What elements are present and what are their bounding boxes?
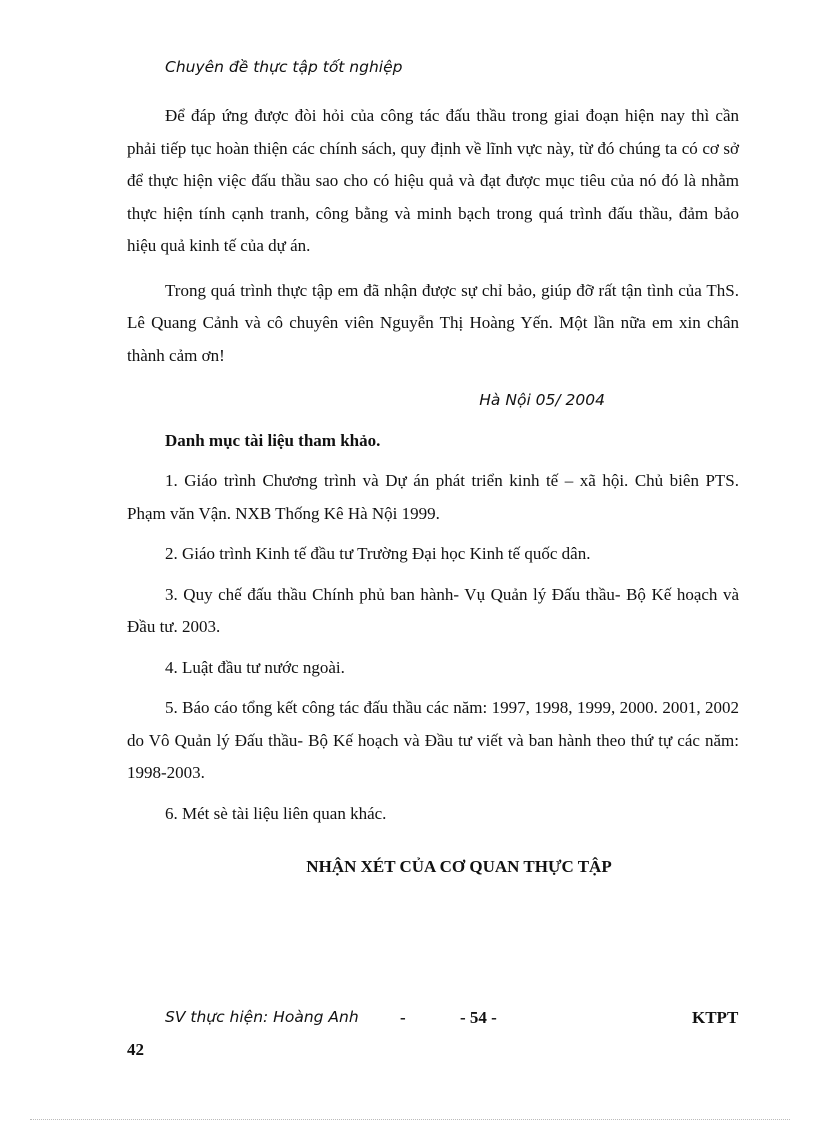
reference-item: 3. Quy chế đấu thầu Chính phủ ban hành- Vụ Quản lý Đấu thầu- Bộ Kế hoạch và Đầu tư. 2003. (127, 584, 739, 636)
body-text (127, 100, 739, 838)
page-bottom-border (30, 1119, 790, 1120)
reference-item: 5. Báo cáo tổng kết công tác đấu thầu các năm: 1997, 1998, 1999, 2000. 2001, 2002 do Vô Quản lý Đấu thầu- Bộ Kế hoạch và Đầu tư viết và ban hành theo thứ tự các năm: 1998-2003. (127, 698, 739, 782)
date-line: Hà Nội 05/ 2004 (479, 391, 605, 409)
page-header: Chuyên đề thực tập tốt nghiệp (165, 58, 403, 76)
footer-dash: - (400, 1008, 406, 1027)
footer-class-number: 42 (127, 1040, 144, 1059)
reference-item: 1. Giáo trình Chương trình và Dự án phát triển kinh tế – xã hội. Chủ biên PTS. Phạm văn Vận. NXB Thống Kê Hà Nội 1999. (127, 471, 739, 523)
footer-department: KTPT (692, 1008, 739, 1027)
page-footer (0, 1008, 816, 1038)
reference-item: 2. Giáo trình Kinh tế đầu tư Trường Đại học Kinh tế quốc dân. (165, 544, 591, 563)
paragraph-bidding: Để đáp ứng được đòi hỏi của công tác đấu thầu trong giai đoạn hiện nay thì cần phải tiếp tục hoàn thiện các chính sách, quy định về lĩnh vực này, từ đó chúng ta có cơ sở để thực hiện việc đấu thầu sao cho có hiệu quả và đạt được mục tiêu của nó đó là nhằm thực hiện tính cạnh tranh, công bằng và minh bạch trong quá trình đấu thầu, đảm bảo hiệu quả kinh tế của dự án. (127, 106, 739, 255)
footer-author: SV thực hiện: Hoàng Anh (165, 1008, 359, 1026)
section-title: NHẬN XÉT CỦA CƠ QUAN THỰC TẬP (306, 857, 612, 876)
reference-item: 4. Luật đầu tư nước ngoài. (165, 657, 345, 677)
reference-item: 6. Mét sè tài liệu liên quan khác. (165, 803, 387, 823)
references-title: Danh mục tài liệu tham khảo. (165, 430, 381, 450)
references-list (127, 465, 739, 830)
paragraph-acknowledgement: Trong quá trình thực tập em đã nhận được sự chỉ bảo, giúp đỡ rất tận tình của ThS. Lê Quang Cảnh và cô chuyên viên Nguyễn Thị Hoàng Yến. Một lần nữa em xin chân thành cảm ơn! (127, 280, 739, 365)
page-number: - 54 - (460, 1008, 497, 1027)
